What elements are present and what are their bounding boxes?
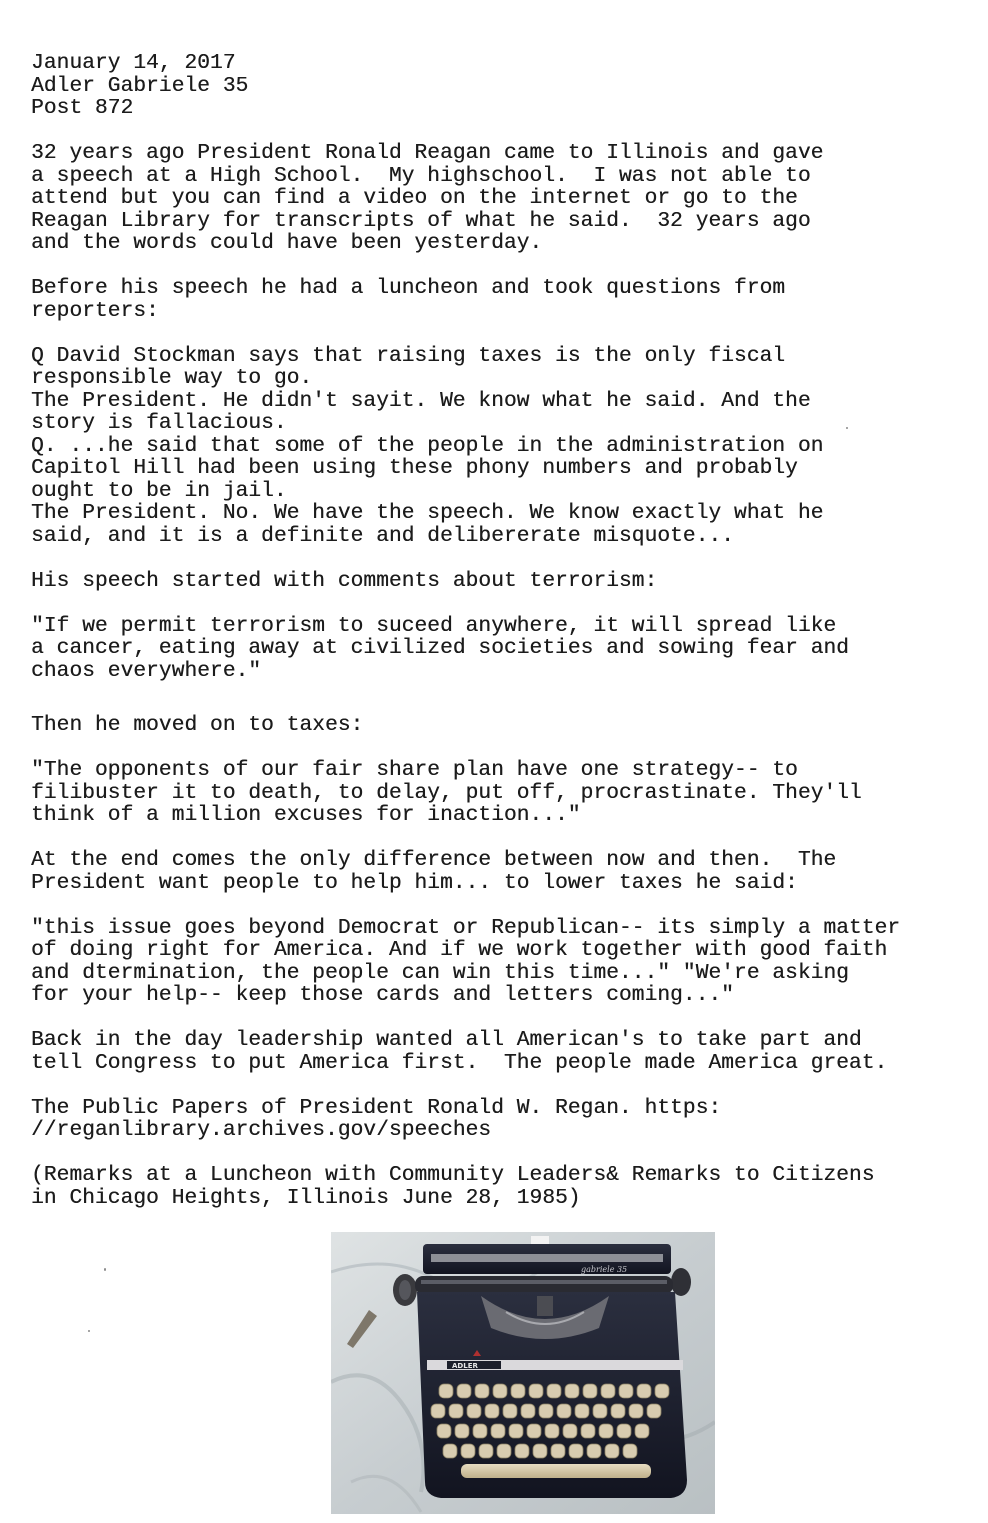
typewriter-key bbox=[457, 1384, 471, 1398]
typewriter-key bbox=[439, 1384, 453, 1398]
text-line: story is fallacious. bbox=[31, 411, 287, 435]
typewriter-key bbox=[545, 1424, 559, 1438]
typewriter-key bbox=[515, 1444, 529, 1458]
text-line: chaos everywhere." bbox=[31, 658, 262, 683]
citation-public-papers bbox=[31, 1097, 971, 1142]
typewriter-key bbox=[509, 1424, 523, 1438]
text-line: think of a million excuses for inaction..." bbox=[31, 803, 581, 827]
keyboard-keys bbox=[431, 1384, 669, 1458]
text-line: Then he moved on to taxes: bbox=[31, 713, 364, 737]
typewriter-key bbox=[599, 1424, 613, 1438]
text-line: a cancer, eating away at civilized societies and sowing fear and bbox=[31, 636, 849, 660]
text-line: His speech started with comments about terrorism: bbox=[31, 568, 658, 593]
text-line: and the words could have been yesterday. bbox=[31, 231, 543, 255]
typewriter-key bbox=[619, 1384, 633, 1398]
typewriter-key bbox=[637, 1384, 651, 1398]
text-line: responsible way to go. bbox=[31, 366, 313, 390]
typewriter-key bbox=[449, 1404, 463, 1418]
typewriter-key bbox=[437, 1424, 451, 1438]
text-line: //reganlibrary.archives.gov/speeches bbox=[31, 1118, 492, 1142]
text-line: in Chicago Heights, Illinois June 28, 1985) bbox=[31, 1185, 581, 1210]
typewriter-key bbox=[611, 1404, 625, 1418]
paper-speck bbox=[846, 427, 848, 429]
typewriter-key bbox=[485, 1404, 499, 1418]
typewriter-key bbox=[655, 1384, 669, 1398]
text-line: attend but you can find a video on the internet or go to the bbox=[31, 186, 798, 210]
typewriter-key bbox=[563, 1424, 577, 1438]
text-line: Q. ...he said that some of the people in the administration on bbox=[31, 433, 824, 458]
paragraph-back-in-the-day bbox=[31, 1029, 971, 1074]
paper-speck bbox=[88, 1330, 90, 1332]
text-line: The President. He didn't sayit. We know what he said. And the bbox=[31, 388, 811, 413]
typewriter-key bbox=[473, 1424, 487, 1438]
paper-speck bbox=[104, 1268, 106, 1271]
typewriter-key bbox=[647, 1404, 661, 1418]
typewriter-key bbox=[475, 1384, 489, 1398]
text-line: a speech at a High School. My highschool. I was not able to bbox=[31, 163, 811, 188]
text-line: and dtermination, the people can win this time..." "We're asking bbox=[31, 960, 849, 985]
typewriter-key bbox=[443, 1444, 457, 1458]
typewriter-key bbox=[529, 1384, 543, 1398]
typewriter-key bbox=[493, 1384, 507, 1398]
text-line: At the end comes the only difference between now and then. The bbox=[31, 848, 837, 872]
text-line: The Public Papers of President Ronald W. Regan. https: bbox=[31, 1095, 722, 1120]
paragraph-terrorism-intro bbox=[31, 570, 971, 593]
typewriter-key bbox=[557, 1404, 571, 1418]
text-line: ought to be in jail. bbox=[31, 478, 287, 503]
typewriter-key bbox=[623, 1444, 637, 1458]
typewriter-key bbox=[605, 1444, 619, 1458]
typewriter-key bbox=[569, 1444, 583, 1458]
typewriter-key bbox=[575, 1404, 589, 1418]
typewriter-key bbox=[521, 1404, 535, 1418]
text-line: said, and it is a definite and delibererate misquote... bbox=[31, 523, 734, 548]
typewriter-key bbox=[617, 1424, 631, 1438]
quote-fair-share bbox=[31, 759, 971, 827]
text-line: The President. No. We have the speech. We know exactly what he bbox=[31, 501, 824, 525]
paragraph-taxes-intro bbox=[31, 714, 971, 737]
typewriter-key bbox=[431, 1404, 445, 1418]
brand-plate-text: ADLER bbox=[452, 1362, 478, 1370]
typewriter-key bbox=[539, 1404, 553, 1418]
typewriter-key bbox=[479, 1444, 493, 1458]
post-number: Post 872 bbox=[31, 96, 134, 120]
typewriter-key bbox=[635, 1424, 649, 1438]
quote-terrorism bbox=[31, 615, 971, 683]
paragraph-difference bbox=[31, 849, 971, 894]
typewriter-key bbox=[629, 1404, 643, 1418]
typewriter-key bbox=[551, 1444, 565, 1458]
typewriter-key bbox=[467, 1404, 481, 1418]
model-label-text: gabriele 35 bbox=[581, 1265, 628, 1274]
letter-date: January 14, 2017 bbox=[31, 51, 236, 75]
text-line: filibuster it to death, to delay, put off, procrastinate. They'll bbox=[31, 780, 862, 805]
space-bar bbox=[461, 1464, 651, 1478]
typewriter-key bbox=[581, 1424, 595, 1438]
text-line: Capitol Hill had been using these phony numbers and probably bbox=[31, 456, 798, 480]
typewriter-key bbox=[565, 1384, 579, 1398]
text-line: President want people to help him... to lower taxes he said: bbox=[31, 870, 798, 895]
text-line: "The opponents of our fair share plan have one strategy-- to bbox=[31, 758, 798, 782]
text-line: "this issue goes beyond Democrat or Republican-- its simply a matter bbox=[31, 915, 901, 940]
text-line: "If we permit terrorism to suceed anywhere, it will spread like bbox=[31, 613, 837, 638]
text-line: Back in the day leadership wanted all American's to take part and bbox=[31, 1028, 862, 1052]
letter-body bbox=[31, 52, 971, 1209]
paragraph-qa bbox=[31, 345, 971, 548]
typewriter-key bbox=[587, 1444, 601, 1458]
text-line: reporters: bbox=[31, 298, 159, 323]
typewriter-key bbox=[455, 1424, 469, 1438]
text-line: (Remarks at a Luncheon with Community Leaders& Remarks to Citizens bbox=[31, 1163, 875, 1187]
quote-beyond-party bbox=[31, 917, 971, 1007]
typewriter-key bbox=[511, 1384, 525, 1398]
text-line: Before his speech he had a luncheon and took questions from bbox=[31, 276, 786, 300]
typewriter-key bbox=[547, 1384, 561, 1398]
text-line: for your help-- keep those cards and letters coming..." bbox=[31, 983, 734, 1007]
text-line: Q David Stockman says that raising taxes is the only fiscal bbox=[31, 343, 786, 368]
typewriter-key bbox=[527, 1424, 541, 1438]
keyboard-layer bbox=[331, 1232, 715, 1514]
typewriter-key bbox=[583, 1384, 597, 1398]
text-line: Reagan Library for transcripts of what he said. 32 years ago bbox=[31, 208, 811, 233]
typewriter-photo bbox=[331, 1232, 715, 1514]
typewriter-key bbox=[497, 1444, 511, 1458]
typewriter-key bbox=[503, 1404, 517, 1418]
typewriter-key bbox=[491, 1424, 505, 1438]
paragraph-intro bbox=[31, 142, 971, 255]
paragraph-luncheon bbox=[31, 277, 971, 322]
typewriter-model: Adler Gabriele 35 bbox=[31, 73, 249, 98]
text-line: of doing right for America. And if we work together with good faith bbox=[31, 938, 888, 962]
text-line: 32 years ago President Ronald Reagan came to Illinois and gave bbox=[31, 141, 824, 165]
typewriter-key bbox=[533, 1444, 547, 1458]
text-line: tell Congress to put America first. The people made America great. bbox=[31, 1050, 888, 1075]
typewriter-key bbox=[461, 1444, 475, 1458]
citation-remarks bbox=[31, 1164, 971, 1209]
typewriter-key bbox=[601, 1384, 615, 1398]
typewriter-key bbox=[593, 1404, 607, 1418]
